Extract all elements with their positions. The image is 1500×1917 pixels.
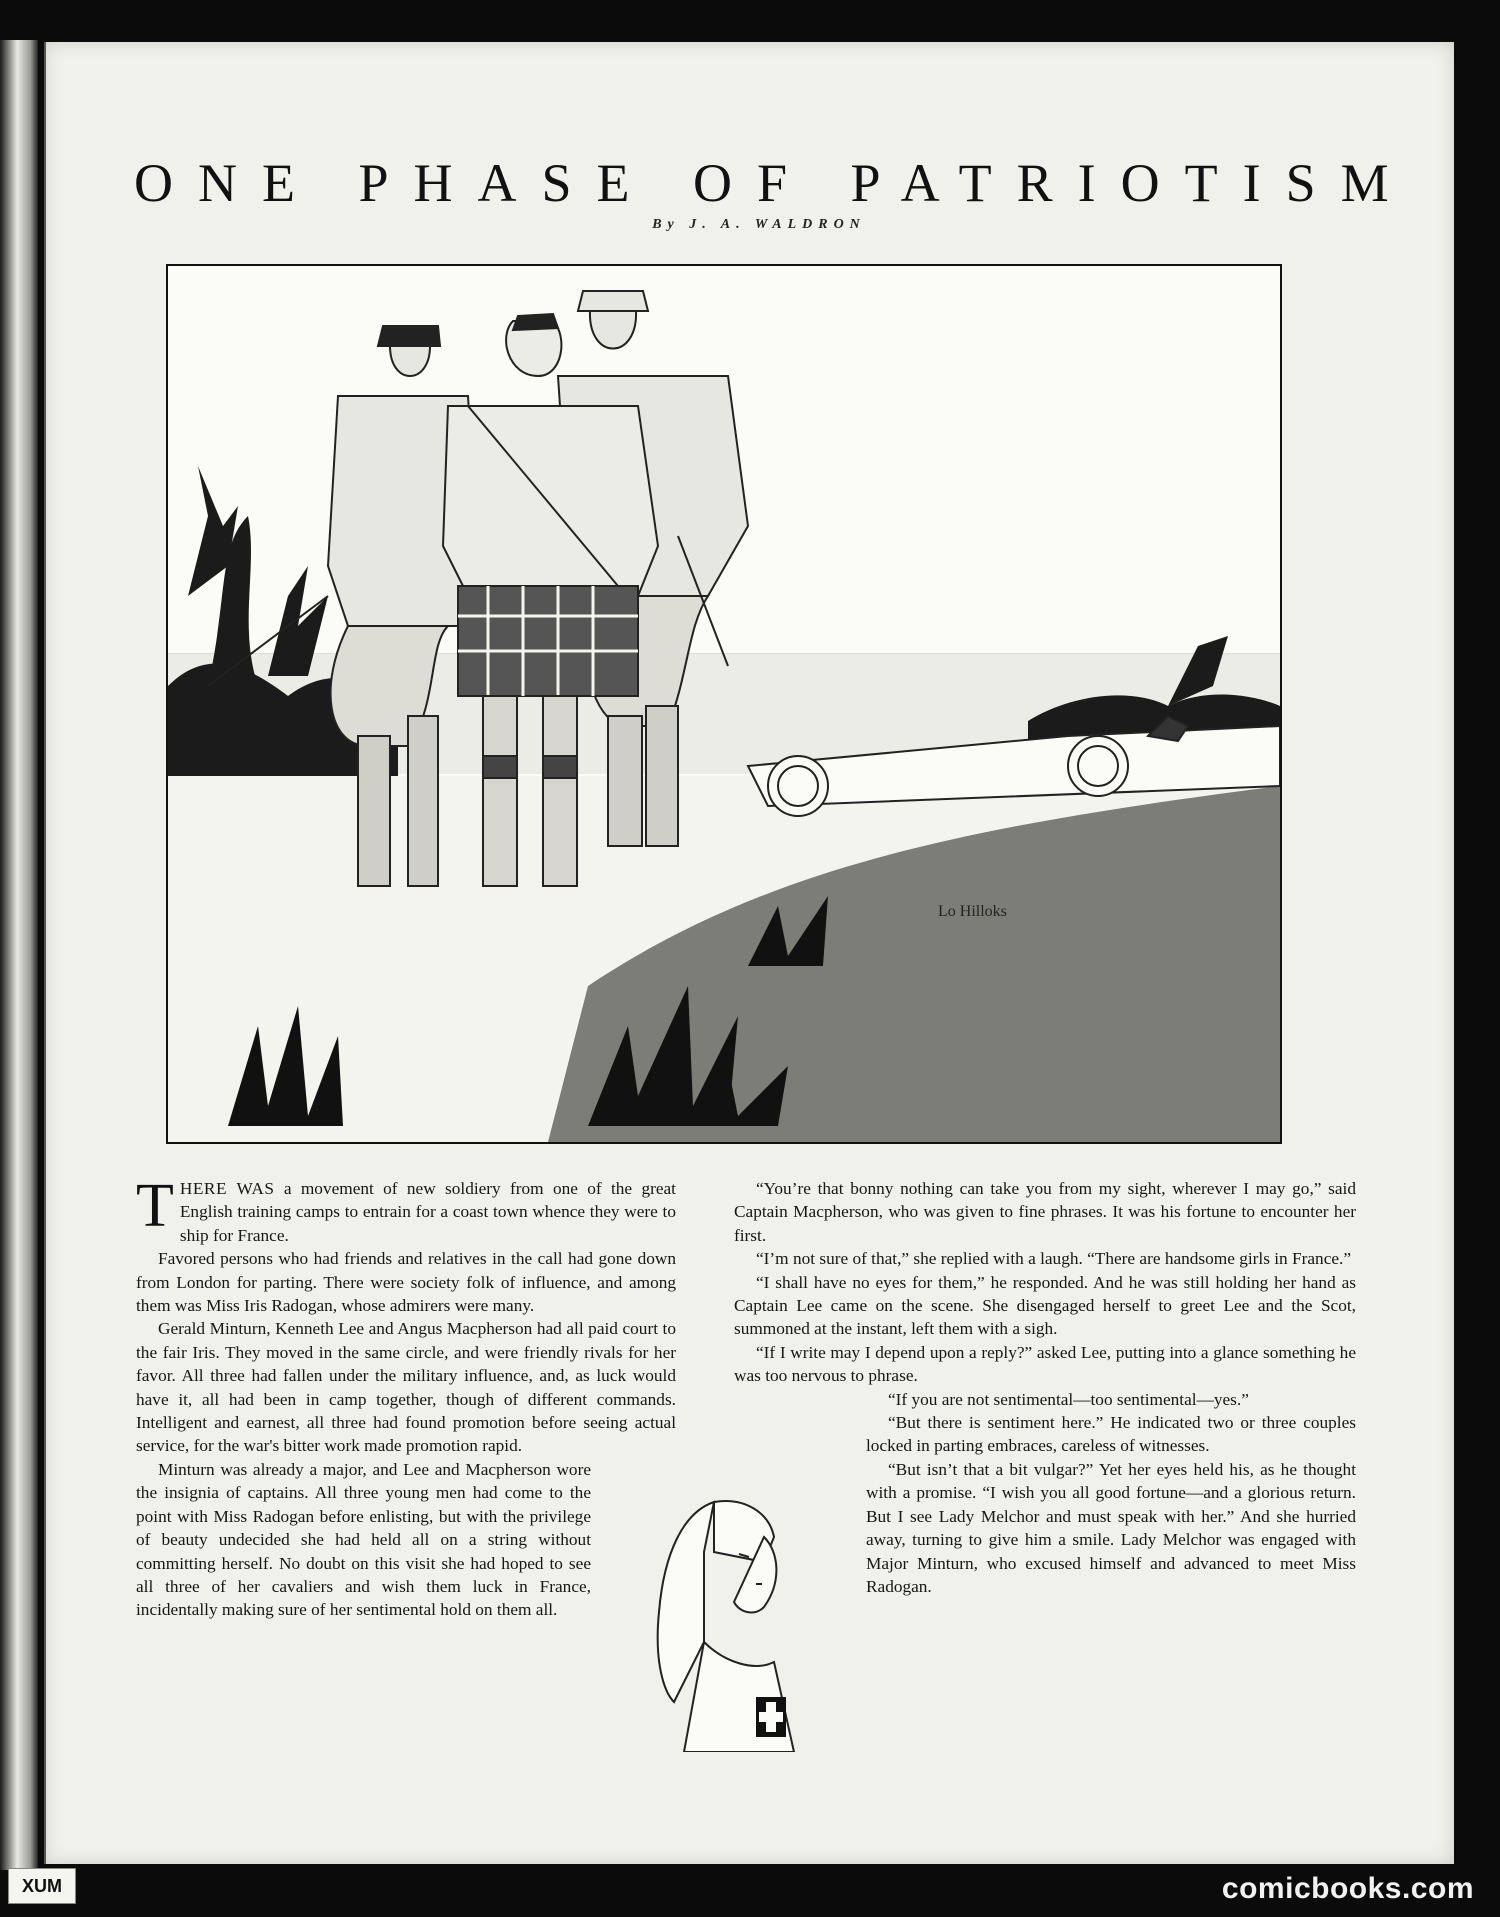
illustration-art xyxy=(168,266,1280,1142)
paragraph-3: Gerald Minturn, Kenneth Lee and Angus Macpherson had all paid court to the fair Iris. They moved in the same circle, and were friendly rivals for her favor. All three had fallen under the military influence, and, as luck would have it, all had been in camp together, though of different commands. Intelligent and earnest, all three had found promotion before seeing actual service, for the war's bitter work made promotion rapid. xyxy=(136,1319,676,1456)
paragraph-1 xyxy=(136,1172,676,1247)
paragraph-4: Minturn was already a major, and Lee and Macpherson wore the insignia of captains. All three young men had come to the point with Miss Radogan before enlisting, but with the privilege of beauty undecided she had held all on a string without committing herself. No doubt on this visit she had hoped to see all three of her cavaliers and wish them luck in France, incidentally making sure of her sentimental hold on them all. xyxy=(136,1459,591,1620)
paragraph-7: “I shall have no eyes for them,” he responded. And he was still holding her hand as Captain Lee came on the scene. She disengaged herself to greet Lee and the Scot, summoned at the instant, left them with a sigh. xyxy=(734,1272,1356,1339)
nurse-portrait xyxy=(644,1492,814,1752)
paragraph-2: Favored persons who had friends and relatives in the call had gone down from London for parting. There were society folk of influence, and among them was Miss Iris Radogan, whose admirers were many. xyxy=(136,1249,676,1316)
drop-cap: T xyxy=(136,1172,174,1240)
page-gutter-line xyxy=(44,42,46,1864)
paragraph-6: “I’m not sure of that,” she replied with a laugh. “There are handsome girls in France.” xyxy=(756,1249,1352,1269)
paragraph-11: “But isn’t that a bit vulgar?” Yet her eyes held his, as he thought with a promise. “I wish you all good fortune—and a glorious return. But I see Lady Melchor and must speak with her.” And she hurried away, turning to give him a smile. Lady Melchor was engaged with Major Minturn, who excused himself and advanced to meet Miss Radogan. xyxy=(866,1459,1356,1596)
article-title: ONE PHASE OF PATRIOTISM xyxy=(134,153,1414,213)
officers-illustration xyxy=(166,264,1282,1144)
illustration-signature: Lo Hilloks xyxy=(938,903,1007,920)
archive-tag: XUM xyxy=(8,1868,76,1904)
site-watermark: comicbooks.com xyxy=(1221,1872,1474,1905)
article-column-left xyxy=(136,1172,676,1622)
paragraph-9: “If you are not sentimental—too sentimental—yes.” xyxy=(888,1389,1249,1409)
paragraph-5: “You’re that bonny nothing can take you from my sight, wherever I may go,” said Captain Macpherson, who was given to fine phrases. It was his fortune to encounter her first. xyxy=(734,1179,1356,1245)
paragraph-1-text: a movement of new soldiery from one of the great English training camps to entrain for a coast town whence they were to ship for France. xyxy=(179,1179,676,1245)
article-column-right xyxy=(734,1177,1356,1598)
magazine-page xyxy=(44,42,1454,1864)
paragraph-8: “If I write may I depend upon a reply?” asked Lee, putting into a glance something he was too nervous to phrase. xyxy=(734,1342,1356,1386)
paragraph-10: “But there is sentiment here.” He indicated two or three couples locked in parting embraces, careless of witnesses. xyxy=(866,1413,1356,1456)
lead-caps: HERE WAS xyxy=(179,1179,275,1198)
book-spine-edge xyxy=(0,40,38,1870)
article-byline: By J. A. WALDRON xyxy=(652,217,866,232)
